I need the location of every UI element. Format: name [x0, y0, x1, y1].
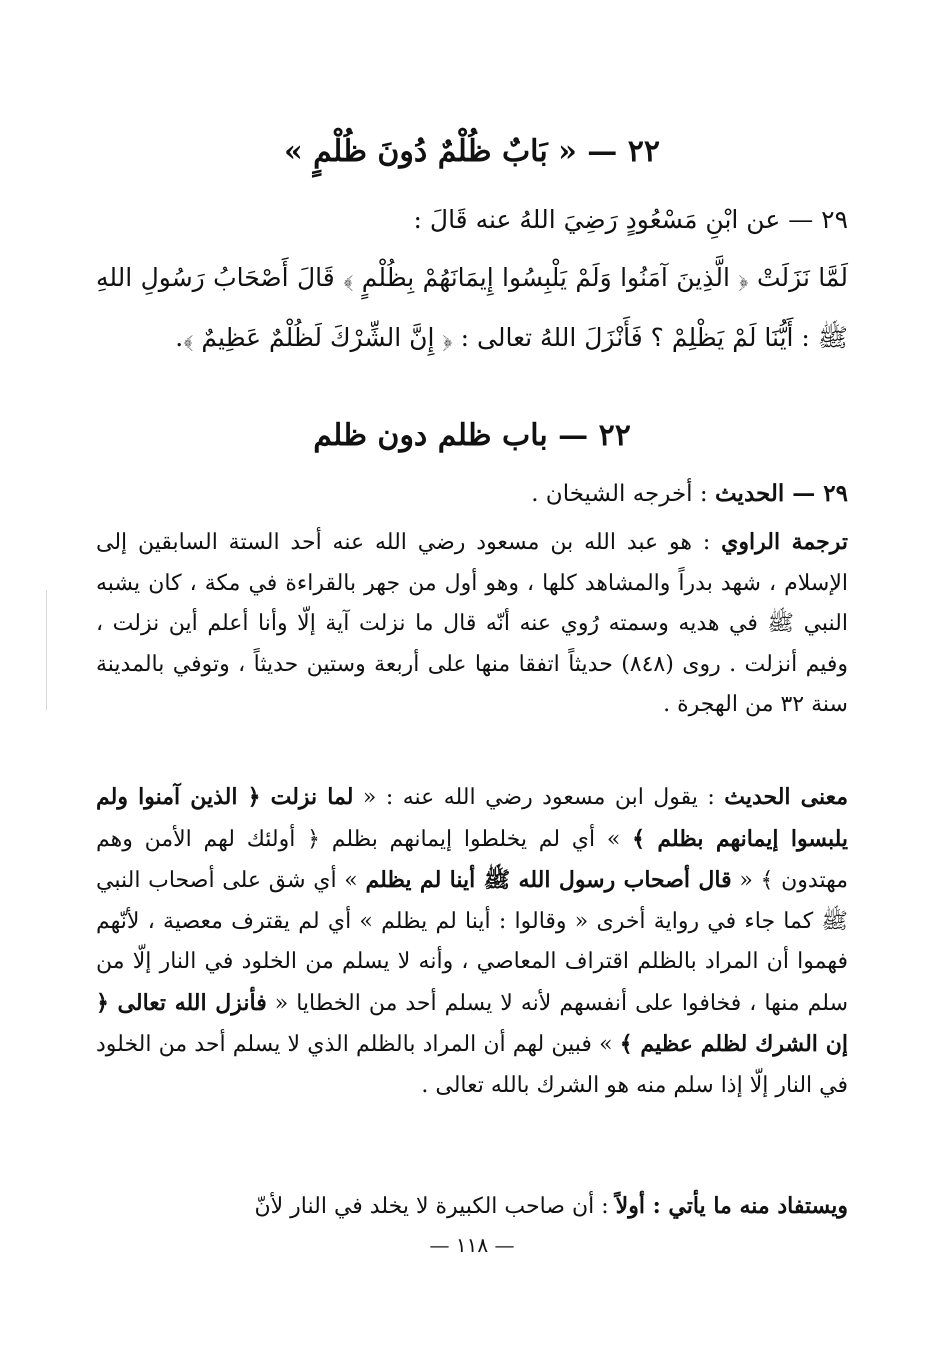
hadith-meaning-quote-2: قال أصحاب رسول الله ﷺ أينا لم يظلم: [365, 867, 732, 893]
hadith-meaning-quote-3: فأنزل الله تعالى ﴿ إن الشرك لظلم عظيم ﴾: [96, 989, 848, 1057]
hadith-meaning-label: معنى الحديث: [724, 784, 849, 810]
hadith-intro: ٢٩ — عن ابْنِ مَسْعُودٍ رَضِيَ اللهُ عنه قَالَ :: [413, 205, 848, 234]
hadith-meaning-text-1: : يقول ابن مسعود رضي الله عنه : «: [362, 785, 715, 810]
chapter-title-plain: ٢٢ — باب ظلم دون ظلم: [313, 418, 631, 453]
hadith-meaning-text-4: » فبين لهم أن المراد بالظلم الذي لا يسلم أحد من الخلود في النار إلّا إذا سلم منه هو الشرك بالله تعالى .: [96, 1032, 848, 1098]
benefits-label: ويستفاد منه ما يأتي : أولاً: [615, 1193, 848, 1219]
chapter-title: ٢٢ — « بَابٌ ظُلْمٌ دُونَ ظُلْمٍ »: [283, 134, 660, 169]
narrator-bio-paragraph: [96, 522, 848, 726]
hadith-meaning-quote-1: لما نزلت ﴿ الذين آمنوا ولم يلبسوا إيمانهم بظلم ﴾: [96, 784, 848, 852]
benefits-text: : أن صاحب الكبيرة لا يخلد في النار لأنّ: [254, 1194, 609, 1219]
hadith-meaning-paragraph: [96, 777, 848, 1106]
hadith-source-text: : أخرجه الشيخان .: [531, 481, 708, 507]
margin-rule: [46, 590, 47, 710]
hadith-meaning-text-3: » أي شق على أصحاب النبي ﷺ كما جاء في رواية أخرى « وقالوا : أينا لم يظلم » أي لم يقترف معصية ، لأنّهم فهموا أن المراد بالظلم اقتراف المعاصي ، وأنه لا يسلم من الخلود في النار إلّا من سلم منها ، فخافوا على أنفسهم لأنه لا يسلم أحد من الخطايا «: [96, 868, 849, 1016]
narrator-bio-label: ترجمة الراوي: [721, 529, 848, 555]
benefits-paragraph: [96, 1186, 848, 1227]
hadith-text: لَمَّا نَزَلَتْ ﴿ الَّذِينَ آمَنُوا وَلَمْ يَلْبِسُوا إِيمَانَهُمْ بِظُلْمٍ ﴾ قَالَ أَصْحَابُ رَسُولِ اللهِ ﷺ : أَيُّنَا لَمْ يَظْلِمْ ؟ فَأَنْزَلَ اللهُ تعالى : ﴿ إِنَّ الشِّرْكَ لَظُلْمٌ عَظِيمٌ ﴾.: [96, 263, 848, 352]
hadith-meaning-text-2: » أي لم يخلطوا إيمانهم بظلم ﴿ أولئك لهم الأمن وهم مهتدون ﴾ «: [96, 826, 849, 893]
hadith-source-label: ٢٩ — الحديث: [714, 480, 848, 507]
hadith-source-paragraph: [96, 474, 848, 514]
page-number: — ١١٨ —: [429, 1233, 515, 1257]
narrator-bio-text: : هو عبد الله بن مسعود رضي الله عنه أحد الستة السابقين إلى الإسلام ، شهد بدراً والمشاهد كلها ، وهو أول من جهر بالقراءة في مكة ، كان يشبه النبي ﷺ في هديه وسمته رُوي عنه أنّه قال ما نزلت آية إلّا وأنا أعلم أين نزلت ، وفيم أنزلت . روى (٨٤٨) حديثاً اتفقا منها على أربعة وستين حديثاً ، وتوفي بالمدينة سنة ٣٢ من الهجرة .: [96, 530, 848, 717]
